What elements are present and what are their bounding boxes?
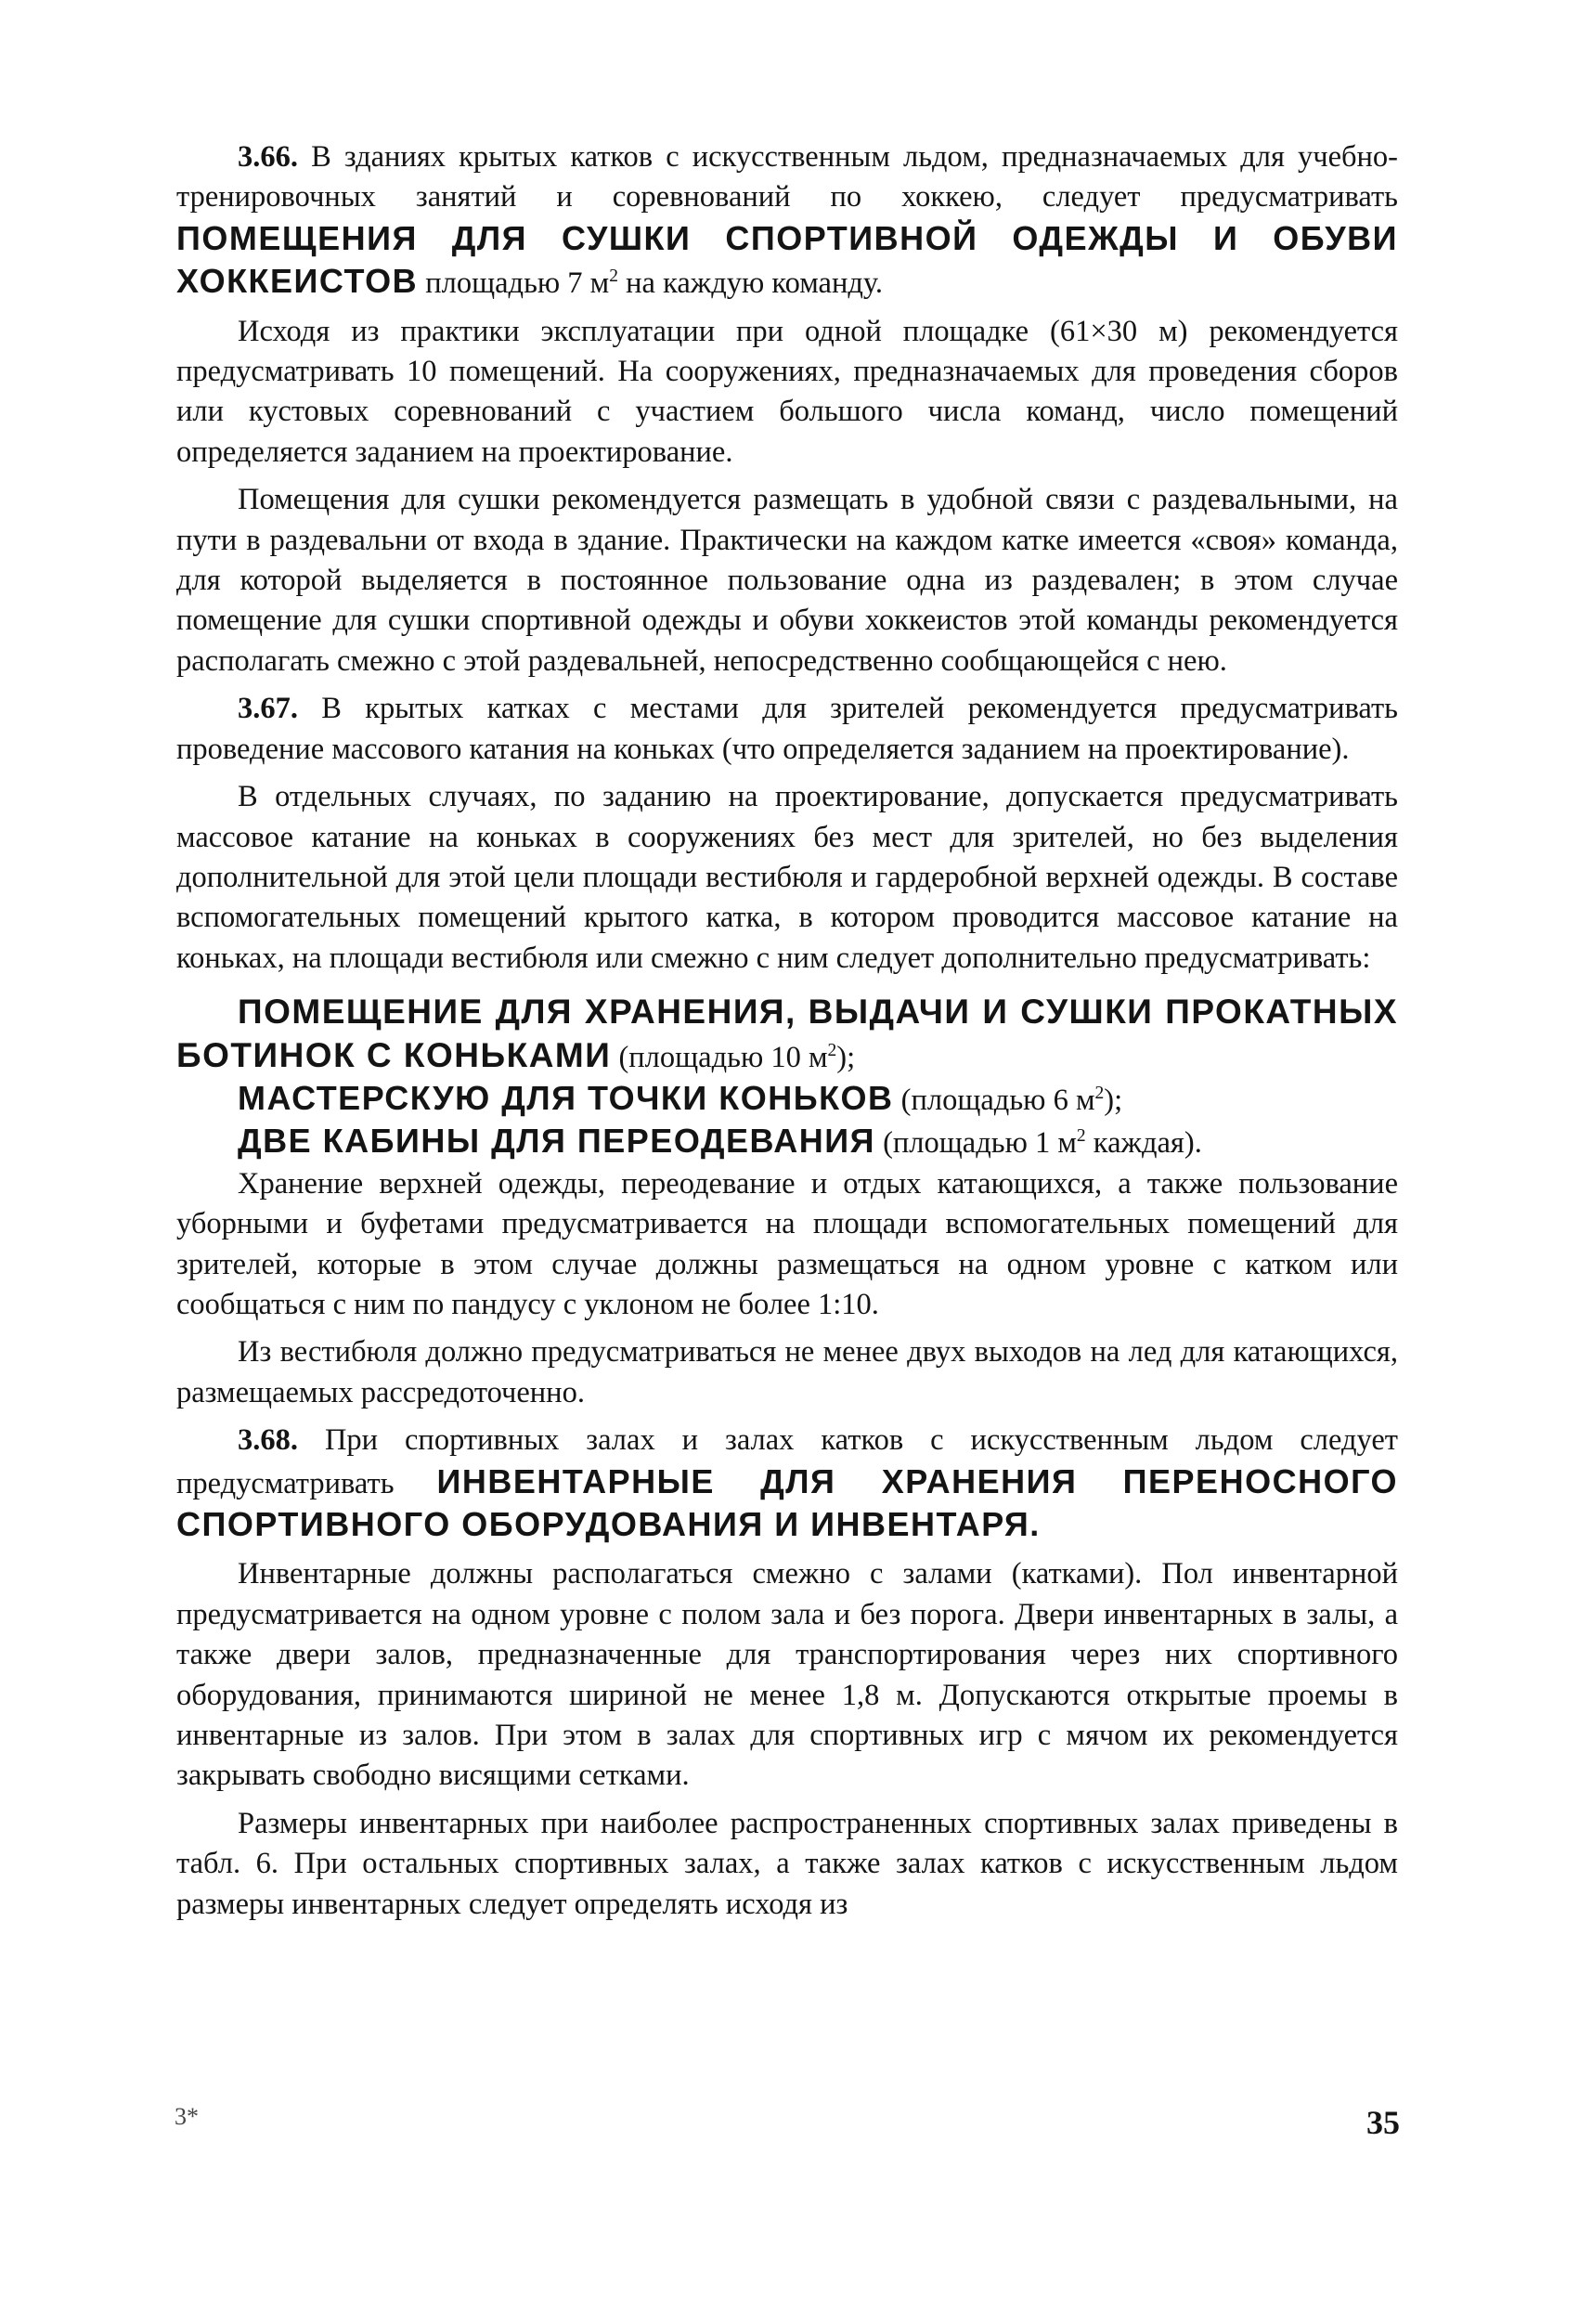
paragraph-3-68 bbox=[176, 1421, 1398, 1547]
paragraph: Размеры инвентарных при наиболее распространенных спортивных залах приведены в табл. 6. При остальных спортивных залах, а также залах катков с искусственным льдом размеры инвентарных следует определять исходя из bbox=[176, 1806, 1398, 1921]
paragraph-text: на каждую команду. bbox=[618, 266, 884, 301]
paragraph-text: В зданиях крытых катков с искусственным льдом, предназначаемых для учебно-тренировочных занятий и соревнований по хоккею, следует предусматривать bbox=[176, 140, 1398, 214]
emphasized-term: ПОМЕЩЕНИЯ ДЛЯ СУШКИ СПОРТИВНОЙ ОДЕЖДЫ И ОБУВИ ХОККЕИСТОВ bbox=[176, 218, 1398, 301]
paragraph-text: площадью 7 м bbox=[425, 266, 610, 301]
paragraph: Хранение верхней одежды, переодевание и отдых катающихся, а также пользование уборными и буфетами предусматривается на площади вспомогательных помещений для зрителей, которые в этом случае должны размещаться на одном уровне с катком или сообщаться с ним по пандусу с уклоном не более 1:10. bbox=[176, 1166, 1398, 1321]
emphasized-term: МАСТЕРСКУЮ ДЛЯ ТОЧКИ КОНЬКОВ bbox=[238, 1078, 894, 1117]
list-item bbox=[176, 1078, 1398, 1121]
emphasized-term: ПОМЕЩЕНИЕ ДЛЯ ХРАНЕНИЯ, ВЫДАЧИ И СУШКИ ПРОКАТНЫХ БОТИНОК С КОНЬКАМИ bbox=[176, 993, 1398, 1074]
superscript: 2 bbox=[827, 1040, 837, 1060]
superscript: 2 bbox=[609, 266, 618, 287]
superscript: 2 bbox=[1094, 1084, 1105, 1104]
paragraph: В отдельных случаях, по заданию на проектирование, допускается предусматривать массовое катание на коньках в сооружениях без мест для зрителей, но без выделения дополнительной для этой цели площади вестибюля и гардеробной верхней одежды. В составе вспомогательных помещений крытого катка, в котором проводится массовое катание на коньках, на площади вестибюля или смежно с ним следует дополнительно предусматривать: bbox=[176, 780, 1398, 975]
item-note: ); bbox=[1104, 1083, 1123, 1117]
item-note: каждая). bbox=[1085, 1126, 1202, 1161]
paragraph: Из вестибюля должно предусматриваться не менее двух выходов на лед для катающихся, размещаемых рассредоточенно. bbox=[176, 1335, 1398, 1409]
paragraph-text: В крытых катках с местами для зрителей рекомендуется предусматривать проведение массового катания на коньках (что определяется заданием на проектирование). bbox=[176, 692, 1399, 766]
item-note: ); bbox=[836, 1040, 856, 1074]
paragraph-3-66 bbox=[176, 137, 1398, 305]
item-note: (площадью 6 м bbox=[900, 1083, 1095, 1117]
section-number: 3.67. bbox=[238, 692, 298, 726]
paragraph: Инвентарные должны располагаться смежно с залами (катками). Пол инвентарной предусматривается на одном уровне с полом зала и без порога. Двери инвентарных в залы, а также двери залов, предназначенные для транспортирования через них спортивного оборудования, принимаются шириной не менее 1,8 м. Допускаются открытые проемы в инвентарные из залов. При этом в залах для спортивных игр с мячом их рекомендуется закрывать свободно висящими сетками. bbox=[176, 1557, 1398, 1793]
list-item bbox=[176, 1121, 1398, 1163]
page-body bbox=[176, 137, 1398, 1925]
section-number: 3.68. bbox=[238, 1423, 298, 1458]
list-item bbox=[176, 992, 1398, 1078]
section-number: 3.66. bbox=[238, 140, 298, 174]
emphasized-term: ИНВЕНТАРНЫЕ ДЛЯ ХРАНЕНИЯ ПЕРЕНОСНОГО СПОРТИВНОГО ОБОРУДОВАНИЯ И ИНВЕНТАРЯ. bbox=[176, 1461, 1398, 1543]
superscript: 2 bbox=[1076, 1126, 1086, 1147]
paragraph-text: При спортивных залах и залах катков с искусственным льдом следует предусматривать bbox=[176, 1423, 1399, 1500]
paragraph-3-67 bbox=[176, 689, 1398, 770]
page-number: 35 bbox=[1366, 2104, 1400, 2141]
emphasized-term: ДВЕ КАБИНЫ ДЛЯ ПЕРЕОДЕВАНИЯ bbox=[238, 1122, 875, 1161]
printer-signature: 3* bbox=[175, 2103, 199, 2130]
paragraph: Помещения для сушки рекомендуется размещать в удобной связи с раздевальными, на пути в раздевальни от входа в здание. Практически на каждом катке имеется «своя» команда, для которой выделяется в постоянное пользование одна из раздевален; в этом случае помещение для сушки спортивной одежды и обуви хоккеистов этой команды рекомендуется располагать смежно с этой раздевальней, непосредственно сообщающейся с нею. bbox=[176, 483, 1398, 678]
item-note: (площадью 10 м bbox=[618, 1040, 828, 1074]
item-note: (площадью 1 м bbox=[883, 1126, 1077, 1161]
paragraph: Исходя из практики эксплуатации при одной площадке (61×30 м) рекомендуется предусматривать 10 помещений. На сооружениях, предназначаемых для проведения сборов или кустовых соревнований с участием большого числа команд, число помещений определяется заданием на проектирование. bbox=[176, 314, 1398, 469]
